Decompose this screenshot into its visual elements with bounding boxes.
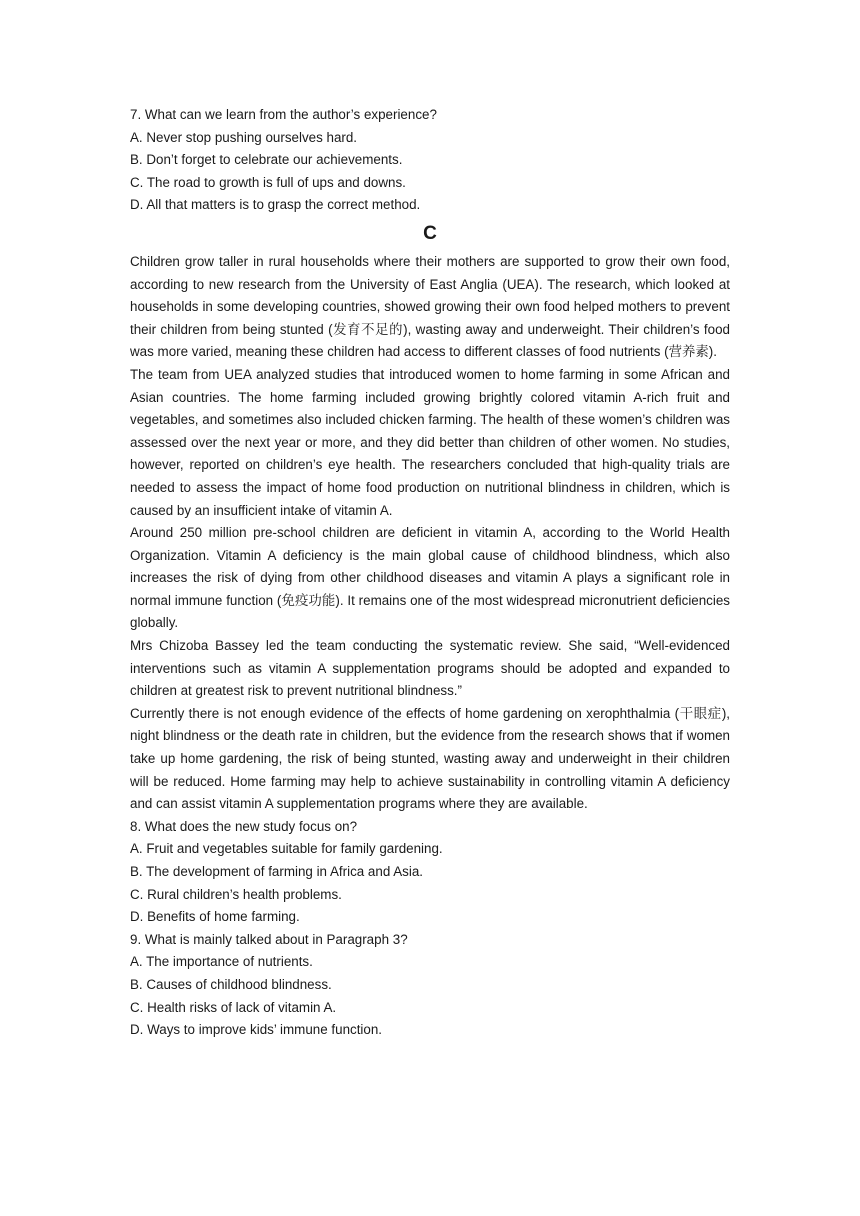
question-7-option-d: D. All that matters is to grasp the correct method.: [130, 197, 421, 213]
question-8-option-b: B. The development of farming in Africa and Asia.: [130, 864, 424, 879]
question-7-option-b: B. Don’t forget to celebrate our achievements.: [130, 152, 403, 168]
question-9-text: 9. What is mainly talked about in Paragraph 3?: [130, 931, 408, 947]
question-9-option-d: D. Ways to improve kids’ immune function.: [130, 1022, 383, 1038]
document-page: [130, 104, 730, 1042]
question-7-option-c: C. The road to growth is full of ups and downs.: [130, 174, 406, 190]
question-7-text: 7. What can we learn from the author’s experience?: [130, 107, 437, 122]
question-8-option-a: A. Fruit and vegetables suitable for family gardening.: [130, 841, 443, 857]
question-9-option-a: A. The importance of nutrients.: [130, 954, 313, 970]
question-8-option-c: C. Rural children’s health problems.: [130, 886, 342, 902]
question-8-text: 8. What does the new study focus on?: [130, 818, 358, 834]
question-9: [130, 929, 730, 1042]
reading-passage: [130, 251, 730, 816]
passage-paragraph-5: Currently there is not enough evidence of the effects of home gardening on xerophthalmia (干眼症), night blindness or the death rate in children, but the evidence from the research shows that if women take up home gardening, the risk of being stunted, wasting away and underweight in their children will be reduced. Home farming may help to achieve sustainability in controlling vitamin A deficiency and can assist vitamin A supplementation programs where they are available.: [130, 705, 730, 812]
passage-paragraph-2: The team from UEA analyzed studies that introduced women to home farming in some African and Asian countries. The home farming included growing brightly colored vitamin A-rich fruit and vegetables, and sometimes also included chicken farming. The health of these women’s children was assessed over the next year or more, and they did better than children of other women. No studies, however, reported on children’s eye health. The researchers concluded that high-quality trials are needed to assess the impact of home food production on nutritional blindness in children, which is caused by an insufficient intake of vitamin A.: [130, 366, 730, 518]
section-heading: C: [423, 222, 437, 244]
passage-paragraph-4: Mrs Chizoba Bassey led the team conducting the systematic review. She said, “Well-evidenced interventions such as vitamin A supplementation programs should be adopted and expanded to children at greatest risk to prevent nutritional blindness.”: [130, 638, 730, 699]
question-8-option-d: D. Benefits of home farming.: [130, 909, 300, 925]
question-9-option-b: B. Causes of childhood blindness.: [130, 976, 332, 992]
question-7: [130, 104, 730, 217]
question-9-option-c: C. Health risks of lack of vitamin A.: [130, 999, 337, 1015]
passage-paragraph-1: Children grow taller in rural households where their mothers are supported to grow their own food, according to new research from the University of East Anglia (UEA). The research, which looked at households in some developing countries, showed growing their own food helped mothers to prevent their children from being stunted (发育不足的), wasting away and underweight. Their children’s food was more varied, meaning these children had access to different classes of food nutrients (营养素).: [130, 253, 730, 360]
question-7-option-a: A. Never stop pushing ourselves hard.: [130, 129, 358, 145]
passage-paragraph-3: Around 250 million pre-school children are deficient in vitamin A, according to the World Health Organization. Vitamin A deficiency is the main global cause of childhood blindness, which also increases the risk of dying from other childhood diseases and vitamin A plays a significant role in normal immune function (免疫功能). It remains one of the most widespread micronutrient deficiencies globally.: [130, 525, 730, 631]
question-8: [130, 816, 730, 929]
